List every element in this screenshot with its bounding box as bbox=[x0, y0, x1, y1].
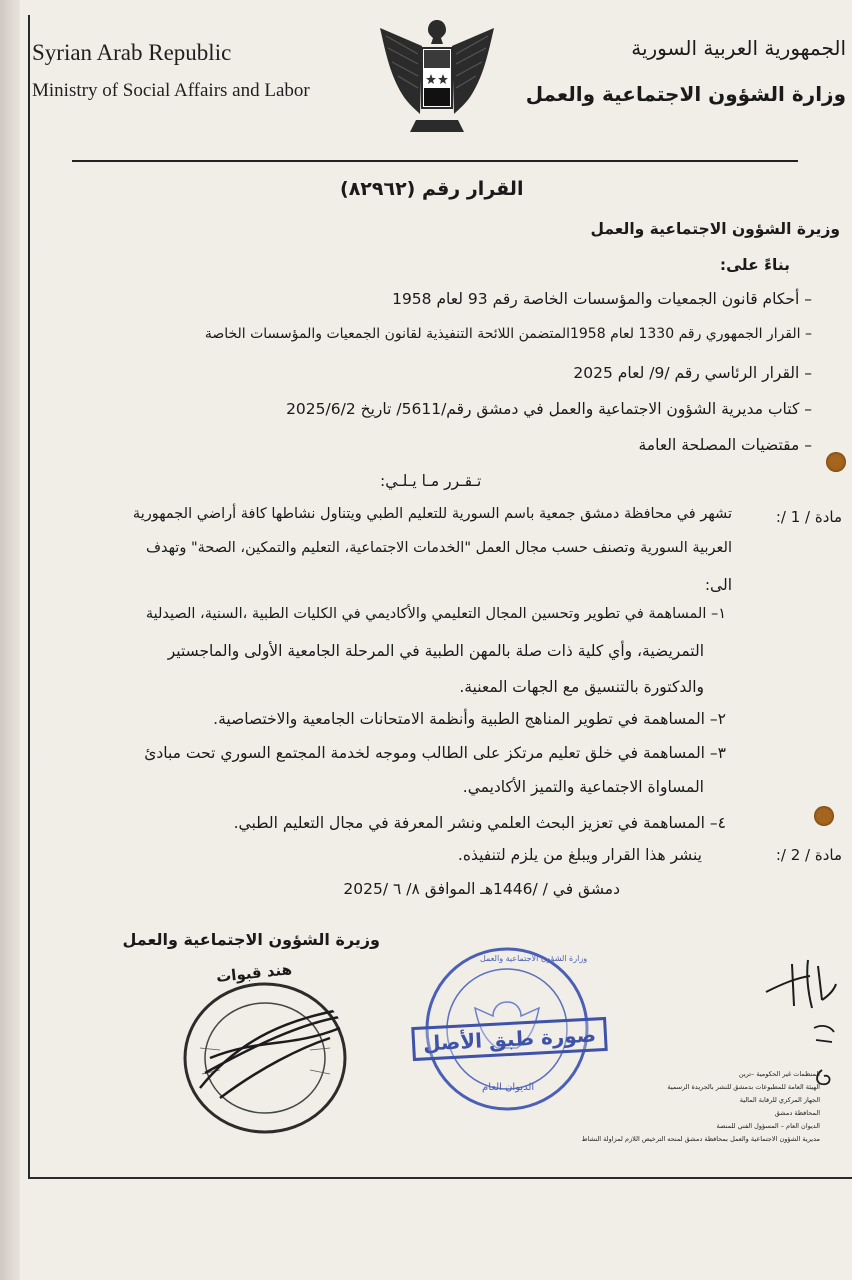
copy-stamp-box: صورة طبق الأصل bbox=[411, 1017, 608, 1061]
footnote: الديوان العام – المسؤول الفني للمنصة bbox=[716, 1122, 820, 1130]
footnote: الجهاز المركزي للرقابة المالية bbox=[739, 1096, 820, 1104]
punch-hole bbox=[826, 452, 846, 472]
header-en-ministry: Ministry of Social Affairs and Labor bbox=[32, 80, 310, 101]
article-2-label: مادة / 2 /: bbox=[775, 846, 842, 864]
article-1-line: الى: bbox=[704, 576, 732, 594]
handwritten-name: هند قبوات bbox=[215, 960, 293, 986]
stamp-bottom-text: الديوان العام bbox=[482, 1082, 535, 1093]
binding-edge bbox=[0, 0, 20, 1280]
article-1-item: التمريضية، وأي كلية ذات صلة بالمهن الطبية في المرحلة الجامعية الأولى والماجستير bbox=[167, 642, 704, 660]
signature-title: وزيرة الشؤون الاجتماعية والعمل bbox=[122, 930, 380, 949]
article-1-line: العربية السورية وتصنف حسب مجال العمل "الخدمات الاجتماعية، التعليم والتمكين، الصحة" وتهدف bbox=[145, 540, 732, 556]
footnote: المنظمات غير الحكومية –ترين bbox=[738, 1070, 820, 1078]
footnote: مديرية الشؤون الاجتماعية والعمل بمحافظة دمشق لمنحه الترخيص اللازم لمزاولة النشاط bbox=[581, 1135, 820, 1143]
article-1-item: ٣– المساهمة في خلق تعليم مرتكز على الطالب وموجه لخدمة المجتمع السوري تحت مبادئ bbox=[144, 744, 726, 762]
footnote: المحافظة دمشق bbox=[774, 1109, 820, 1117]
article-1-item: ٢– المساهمة في تطوير المناهج الطبية وأنظمة الامتحانات الجامعية والاختصاصية. bbox=[213, 710, 726, 728]
article-1-item: المساواة الاجتماعية والتميز الأكاديمي. bbox=[462, 778, 704, 796]
decides-line: تـقـرر مـا يـلـي: bbox=[380, 472, 482, 490]
article-1-line: تشهر في محافظة دمشق جمعية باسم السورية للتعليم الطبي ويتناول نشاطها كافة أراضي الجمهورية bbox=[132, 506, 732, 522]
based-on-item: – القرار الجمهوري رقم 1330 لعام 1958المتضمن اللائحة التنفيذية لقانون الجمعيات والمؤسسات الخاصة bbox=[204, 326, 812, 342]
issuer-line: وزيرة الشؤون الاجتماعية والعمل bbox=[590, 220, 840, 238]
signature-scribble-icon bbox=[762, 956, 838, 1020]
based-on-item: – أحكام قانون الجمعيات والمؤسسات الخاصة رقم 93 لعام 1958 bbox=[392, 290, 812, 308]
date-line: دمشق في / /1446هـ الموافق ٨/ ٦ /2025 bbox=[343, 880, 620, 898]
article-1-item: ٤– المساهمة في تعزيز البحث العلمي ونشر المعرفة في مجال التعليم الطبي. bbox=[233, 814, 726, 832]
article-1-item: ١– المساهمة في تطوير وتحسين المجال التعليمي والأكاديمي في الكليات الطبية ،السنية، الصيدلية bbox=[145, 606, 726, 622]
header-en-country: Syrian Arab Republic bbox=[32, 40, 232, 65]
header-ar-ministry: وزارة الشؤون الاجتماعية والعمل bbox=[525, 82, 846, 106]
header-divider bbox=[72, 160, 798, 162]
article-1-label: مادة / 1 /: bbox=[775, 508, 842, 526]
punch-hole bbox=[814, 806, 834, 826]
based-on-label: بناءً على: bbox=[719, 256, 790, 274]
eagle-emblem-icon bbox=[372, 14, 502, 144]
based-on-item: – كتاب مديرية الشؤون الاجتماعية والعمل في دمشق رقم/5611/ تاريخ 2025/6/2 bbox=[286, 400, 812, 418]
based-on-item: – القرار الرئاسي رقم /9/ لعام 2025 bbox=[573, 364, 812, 382]
article-2-text: ينشر هذا القرار ويبلغ من يلزم لتنفيذه. bbox=[457, 846, 702, 864]
distribution-footnotes bbox=[520, 1068, 820, 1146]
decision-title: القرار رقم (٨٢٩٦٢) bbox=[340, 178, 524, 200]
article-1-item: والدكتورة بالتنسيق مع الجهات المعنية. bbox=[459, 678, 704, 696]
based-on-item: – مقتضيات المصلحة العامة bbox=[638, 436, 812, 454]
header-ar-country: الجمهورية العربية السورية bbox=[631, 36, 846, 60]
stamp-ring-text: وزارة الشؤون الاجتماعية والعمل bbox=[480, 954, 588, 963]
seal-stamp-icon bbox=[180, 978, 350, 1138]
footnote: الهيئة العامة للمطبوعات بدمشق للنشر بالجريدة الرسمية bbox=[667, 1083, 820, 1091]
